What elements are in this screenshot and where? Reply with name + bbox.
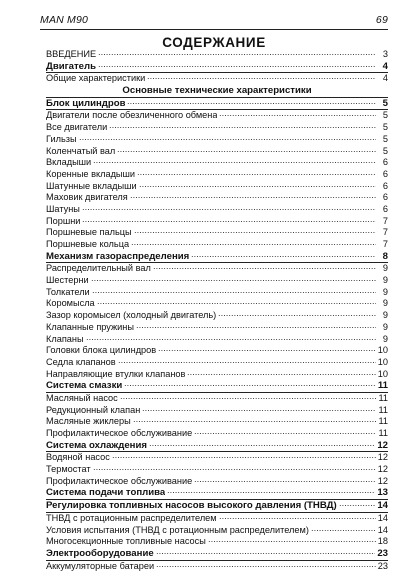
toc-dot-leader	[97, 303, 376, 304]
toc-dot-leader	[156, 566, 376, 567]
toc-dot-leader	[208, 541, 376, 542]
toc-entry-title: Механизм газораспределения	[46, 250, 190, 262]
toc-entry	[46, 345, 388, 357]
toc-page-number: 5	[382, 145, 388, 156]
toc-entry	[46, 298, 388, 310]
toc-entry	[46, 263, 388, 275]
toc-entry-title: Основные технические характеристики	[122, 85, 312, 97]
toc-section-entry	[46, 500, 388, 513]
toc-dot-leader	[133, 421, 376, 422]
toc-dot-leader	[98, 54, 376, 55]
toc-page-number: 12	[377, 452, 388, 463]
toc-dot-leader	[167, 492, 375, 493]
toc-entry-title: Аккумуляторные батареи	[46, 560, 155, 571]
toc-entry-title: Условия испытания (ТНВД с ротационным распределителем)	[46, 524, 309, 535]
toc-entry	[46, 275, 388, 287]
toc-entry	[46, 452, 388, 464]
header-rule	[40, 29, 388, 30]
toc-section-entry	[46, 98, 388, 111]
toc-section-entry	[46, 380, 388, 393]
toc-page-number: 9	[382, 286, 388, 297]
toc-entry-title: Направляющие втулки клапанов	[46, 368, 186, 379]
toc-entry-title: Зазор коромысел (холодный двигатель)	[46, 310, 217, 321]
toc-dot-leader	[158, 350, 376, 351]
toc-page-number: 9	[382, 275, 388, 286]
toc-entry-title: Маховик двигателя	[46, 192, 128, 203]
toc-entry-title: Регулировка топливных насосов высокого давления (ТНВД)	[46, 500, 337, 512]
toc-entry	[46, 181, 388, 193]
toc-page-number: 11	[378, 428, 388, 438]
toc-dot-leader	[153, 268, 376, 269]
toc-dot-leader	[142, 410, 376, 411]
toc-entry-title: Толкатели	[46, 286, 90, 297]
toc-dot-leader	[79, 139, 376, 140]
toc-entry-title: Система смазки	[46, 380, 123, 392]
toc-section-entry	[46, 61, 388, 74]
toc-entry-title: Система подачи топлива	[46, 487, 166, 499]
toc-dot-leader	[92, 292, 376, 293]
toc-entry	[46, 239, 388, 251]
toc-dot-leader	[339, 505, 376, 506]
toc-entry	[46, 357, 388, 369]
toc-entry-title: Седла клапанов	[46, 356, 116, 367]
toc-entry-title: Распределительный вал	[46, 263, 151, 274]
toc-entry-title: Многосекционные топливные насосы	[46, 536, 206, 547]
header-model: MAN M90	[40, 14, 89, 26]
toc-entry-title: Водяной насос	[46, 452, 110, 463]
toc-dot-leader	[82, 209, 376, 210]
toc-page-number: 7	[382, 215, 388, 226]
toc-entry	[46, 405, 388, 417]
toc-entry	[46, 416, 388, 428]
toc-dot-leader	[194, 481, 376, 482]
toc-entry	[46, 476, 388, 488]
toc-page-number: 12	[377, 464, 388, 475]
toc-dot-leader	[156, 553, 376, 554]
toc-dot-leader	[136, 327, 376, 328]
toc-section-entry	[46, 440, 388, 453]
toc-page-number: 23	[377, 547, 388, 559]
toc-entry-title: Головки блока цилиндров	[46, 345, 157, 356]
toc-entry-title: Шатуны	[46, 203, 80, 214]
toc-page-number: 5	[382, 133, 388, 144]
toc-page-number: 5	[382, 97, 388, 109]
toc-entry	[46, 536, 388, 548]
toc-dot-leader	[311, 530, 376, 531]
toc-page-number: 23	[377, 560, 388, 571]
toc-entry-title: Редукционный клапан	[46, 404, 141, 415]
toc-dot-leader	[187, 374, 375, 375]
toc-dot-leader	[86, 339, 376, 340]
toc-dot-leader	[124, 385, 376, 386]
toc-entry	[46, 525, 388, 537]
toc-entry	[46, 216, 388, 228]
toc-entry	[46, 227, 388, 239]
toc-dot-leader	[109, 127, 376, 128]
toc-entry-title: ТНВД с ротационным распределителем	[46, 512, 217, 523]
toc-dot-leader	[218, 315, 376, 316]
toc-page-number: 14	[377, 500, 388, 512]
toc-entry	[46, 322, 388, 334]
toc-page-number: 14	[377, 524, 388, 535]
toc-entry-title: Блок цилиндров	[46, 97, 126, 109]
toc-entry-title: ВВЕДЕНИЕ	[46, 49, 97, 59]
toc-entry-title: Шестерни	[46, 275, 89, 286]
toc-page-number: 5	[382, 122, 388, 133]
toc-entry	[46, 287, 388, 299]
toc-entry-title: Термостат	[46, 464, 91, 475]
toc-entry	[46, 334, 388, 346]
toc-entry-title: Масляные жиклеры	[46, 416, 131, 427]
toc-dot-leader	[98, 66, 376, 67]
toc-page-number: 8	[382, 250, 388, 262]
toc-entry-title: Шатунные вкладыши	[46, 180, 137, 191]
toc-entry-title: Масляный насос	[46, 392, 118, 403]
toc-entry-title: Общие характеристики	[46, 73, 146, 84]
toc-page-number: 12	[377, 439, 388, 451]
toc-entry	[46, 428, 388, 440]
header-page-number: 69	[375, 14, 388, 26]
toc-entry-title: Поршни	[46, 215, 81, 226]
toc-section-entry	[46, 85, 388, 98]
toc-entry-title: Профилактическое обслуживание	[46, 475, 193, 486]
toc-dot-leader	[134, 232, 376, 233]
toc-page-number: 9	[382, 263, 388, 274]
toc-dot-leader	[93, 469, 376, 470]
toc-dot-leader	[130, 197, 376, 198]
toc-page-number: 10	[377, 356, 388, 367]
toc-dot-leader	[137, 174, 376, 175]
toc-entry-title: Клапаны	[46, 333, 84, 344]
toc-entry-title: Все двигатели	[46, 122, 108, 133]
toc-entry	[46, 122, 388, 134]
toc-page-number: 13	[377, 487, 388, 499]
toc-dot-leader	[118, 362, 376, 363]
toc-page-number: 6	[382, 192, 388, 203]
toc-entry-title: Электрооборудование	[46, 547, 154, 559]
toc-page-number: 4	[382, 73, 388, 84]
toc-page-number: 11	[378, 416, 388, 427]
toc-dot-leader	[194, 433, 376, 434]
toc-entry	[46, 464, 388, 476]
toc-page-number: 4	[382, 60, 388, 72]
toc-dot-leader	[147, 78, 376, 79]
toc-page-number: 5	[382, 110, 388, 121]
toc-entry	[46, 310, 388, 322]
toc-page-number: 12	[377, 475, 388, 486]
toc-page-number: 11	[378, 404, 388, 415]
toc-entry-title: Система охлаждения	[46, 439, 147, 451]
toc-page-number: 9	[382, 310, 388, 321]
toc-entry-title: Двигатели после обезличенного обмена	[46, 110, 218, 121]
toc-entry	[46, 192, 388, 204]
toc-section-entry	[46, 251, 388, 264]
toc-section-entry	[46, 487, 388, 500]
toc-entry	[46, 73, 388, 85]
toc-entry-title: Поршневые пальцы	[46, 227, 132, 238]
toc-page-number: 18	[377, 536, 388, 547]
toc-page-number: 14	[377, 512, 388, 523]
toc-dot-leader	[191, 256, 376, 257]
toc-entry	[46, 561, 388, 572]
toc-dot-leader	[117, 151, 376, 152]
toc-page-number: 7	[382, 227, 388, 238]
toc-page-number: 10	[377, 345, 388, 356]
toc-entry-title: Профилактическое обслуживание	[46, 428, 193, 438]
toc-entry	[46, 146, 388, 158]
toc-entry	[46, 204, 388, 216]
toc-dot-leader	[131, 244, 376, 245]
toc-dot-leader	[82, 221, 376, 222]
toc-dot-leader	[91, 280, 376, 281]
toc-entry	[46, 134, 388, 146]
toc-dot-leader	[149, 445, 375, 446]
toc-page-number: 6	[382, 180, 388, 191]
table-of-contents	[46, 49, 388, 572]
toc-entry-title: Поршневые кольца	[46, 239, 130, 249]
toc-entry	[46, 369, 388, 381]
toc-entry-title: Гильзы	[46, 133, 77, 144]
toc-entry-title: Коренные вкладыши	[46, 168, 136, 179]
toc-page-number: 7	[382, 239, 388, 249]
toc-dot-leader	[219, 115, 376, 116]
toc-dot-leader	[219, 518, 376, 519]
toc-entry	[46, 169, 388, 181]
toc-entry	[46, 49, 388, 61]
toc-dot-leader	[112, 457, 376, 458]
toc-entry	[46, 110, 388, 122]
toc-entry	[46, 157, 388, 169]
toc-page-number: 6	[382, 157, 388, 168]
page-title: СОДЕРЖАНИЕ	[162, 35, 266, 50]
toc-dot-leader	[127, 103, 376, 104]
toc-page-number: 9	[382, 333, 388, 344]
toc-entry-title: Коленчатый вал	[46, 145, 116, 156]
toc-page-number: 9	[382, 321, 388, 332]
toc-page-number: 6	[382, 203, 388, 214]
toc-entry	[46, 393, 388, 405]
toc-dot-leader	[120, 398, 376, 399]
toc-entry	[46, 513, 388, 525]
toc-entry-title: Вкладыши	[46, 157, 92, 168]
toc-entry-title: Клапанные пружины	[46, 321, 134, 332]
toc-page-number: 3	[382, 49, 388, 59]
toc-entry-title: Двигатель	[46, 60, 96, 72]
toc-page-number: 11	[378, 392, 388, 403]
toc-section-entry	[46, 548, 388, 561]
toc-page-number: 10	[377, 368, 388, 379]
toc-page-number: 6	[382, 168, 388, 179]
toc-page-number: 9	[382, 298, 388, 309]
toc-entry-title: Коромысла	[46, 298, 95, 309]
page-header	[40, 12, 388, 28]
toc-dot-leader	[93, 162, 376, 163]
toc-page-number: 11	[377, 380, 388, 392]
toc-dot-leader	[139, 186, 376, 187]
